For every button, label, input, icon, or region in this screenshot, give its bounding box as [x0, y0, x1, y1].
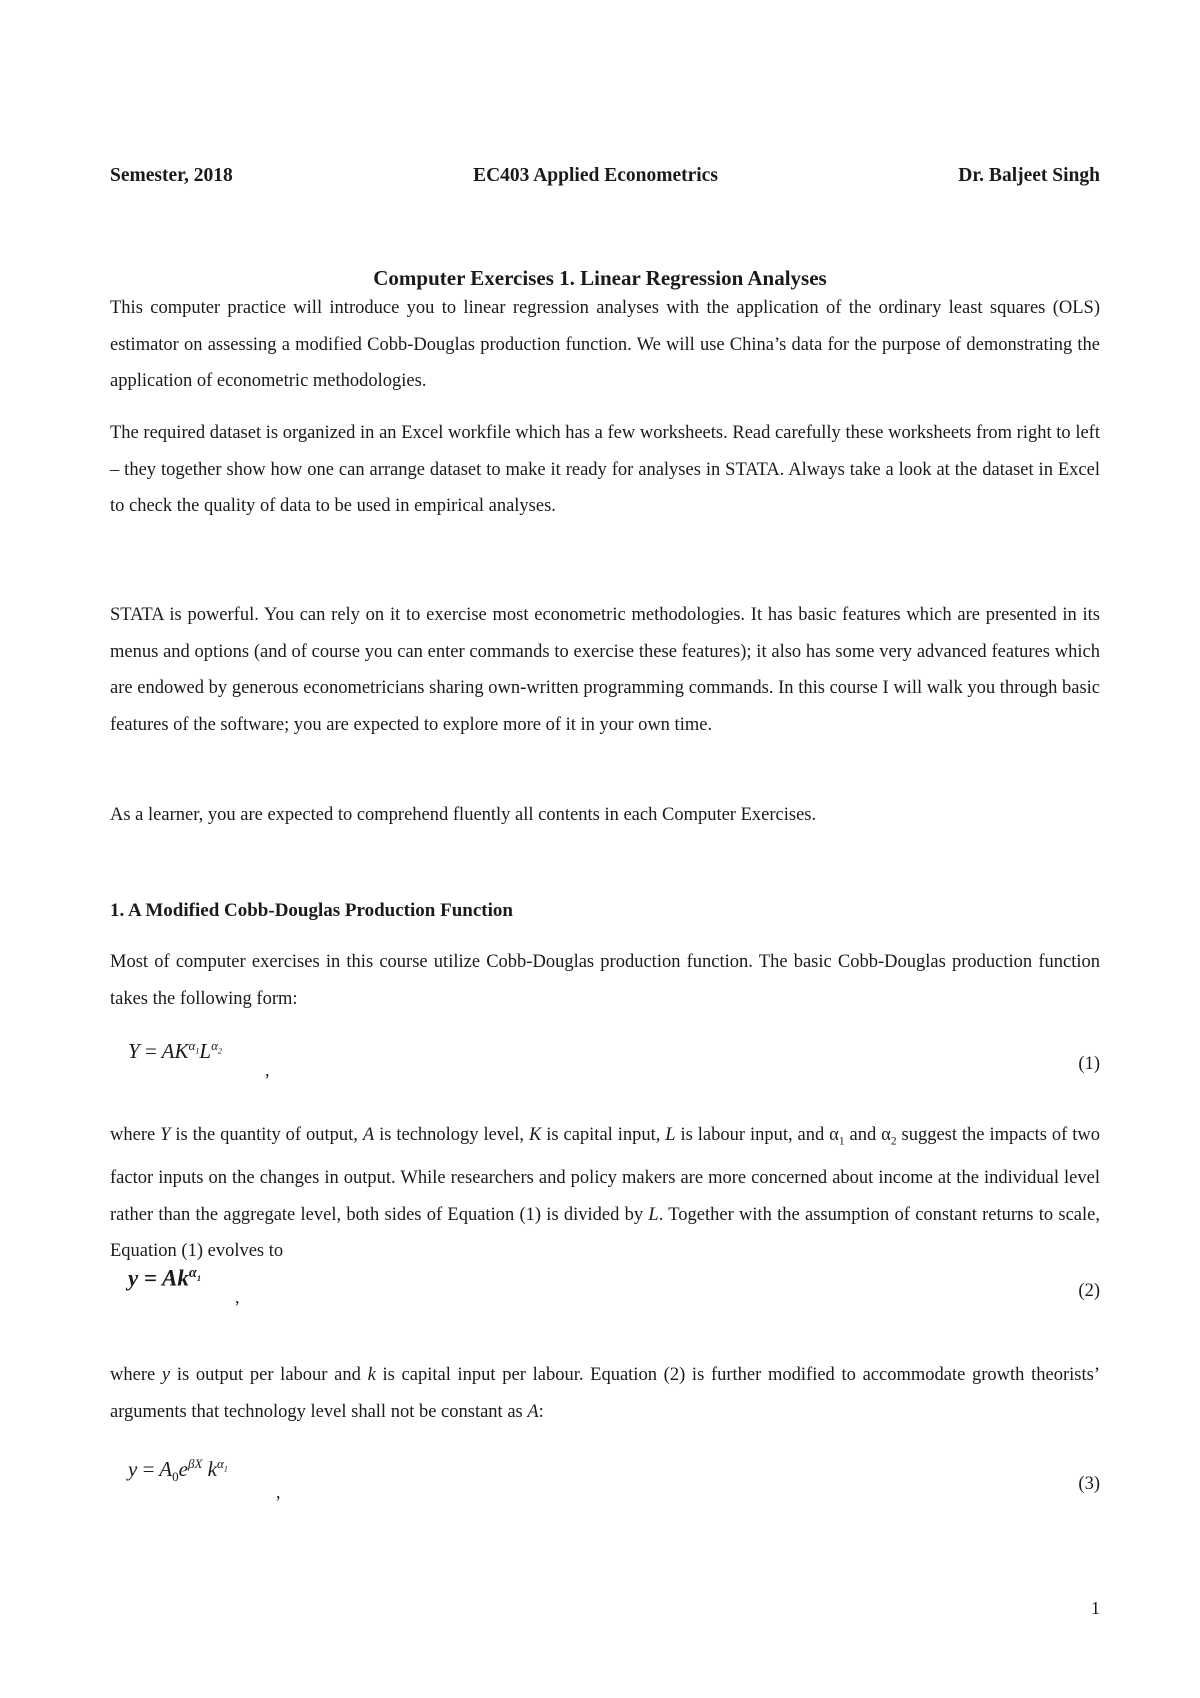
intro-paragraph-1: This computer practice will introduce you to linear regression analyses with the application of the ordinary least squares (OLS) estimator on assessing a modified Cobb-Douglas production function. We will use China’s data for the purpose of demonstrating the application of econometric methodologies. — [110, 298, 1100, 391]
intro-paragraph-2: The required dataset is organized in an Excel workfile which has a few worksheets. Read carefully these worksheets from right to left – they together show how one can arrange dataset to make it ready for analyses in STATA. Always take a look at the dataset in Excel to check the quality of data to be used in empirical analyses. — [110, 423, 1100, 516]
header-instructor: Dr. Baljeet Singh — [958, 165, 1100, 186]
equation-2-number: (2) — [1078, 1281, 1100, 1301]
section-1-paragraph-1: Most of computer exercises in this course utilize Cobb-Douglas production function. The basic Cobb-Douglas production function takes the following form: — [110, 952, 1100, 1009]
header-semester: Semester, 2018 — [110, 165, 233, 186]
page-header — [110, 165, 1100, 187]
section-1-paragraph-3: where y is output per labour and k is capital input per labour. Equation (2) is further modified to accommodate growth theorists’ arguments that technology level shall not be constant as A: — [110, 1365, 1100, 1422]
equation-2: $y = Ak^{\alpha_1}$ , (2) — [128, 1265, 1100, 1307]
document-title: Computer Exercises 1. Linear Regression Analyses — [373, 266, 827, 290]
section-1-paragraph-2: where Y is the quantity of output, A is technology level, K is capital input, L is labour input, and $\alpha_1$ and $\alpha_2$ suggest the impacts of two factor inputs on the changes in output. While researchers and policy makers are more concerned about income at the individual level rather than the aggregate level, both sides of Equation (1) is divided by L. Together with the assumption of constant returns to scale, Equation (1) evolves to — [110, 1125, 1100, 1262]
intro-paragraph-3: STATA is powerful. You can rely on it to exercise most econometric methodologies. It has basic features which are presented in its menus and options (and of course you can enter commands to exercise these features); it also has some very advanced features which are endowed by generous econometricians sharing own-written programming commands. In this course I will walk you through basic features of the software; you are expected to explore more of it in your own time. — [110, 605, 1100, 735]
page-number: 1 — [1091, 1598, 1100, 1618]
section-1-title: 1. A Modified Cobb-Douglas Production Function — [110, 900, 513, 921]
equation-3: $y = A_0e^{\beta X}$ $k^{\alpha_1}$ , (3) — [128, 1456, 1100, 1502]
equation-1-number: (1) — [1078, 1054, 1100, 1074]
equation-3-formula: $y = A_0e^{\beta X}$ $k^{\alpha_1}$ — [128, 1456, 228, 1485]
equation-1: $Y = AK^{\alpha_1}L^{\alpha_2}$ , (1) — [128, 1038, 1100, 1080]
equation-3-number: (3) — [1078, 1474, 1100, 1494]
intro-paragraph-4: As a learner, you are expected to comprehend fluently all contents in each Computer Exercises. — [110, 805, 817, 825]
equation-2-formula: $y = Ak^{\alpha_1}$ — [128, 1265, 202, 1291]
header-course: EC403 Applied Econometrics — [473, 165, 718, 186]
equation-1-formula: $Y = AK^{\alpha_1}L^{\alpha_2}$ — [128, 1038, 222, 1063]
